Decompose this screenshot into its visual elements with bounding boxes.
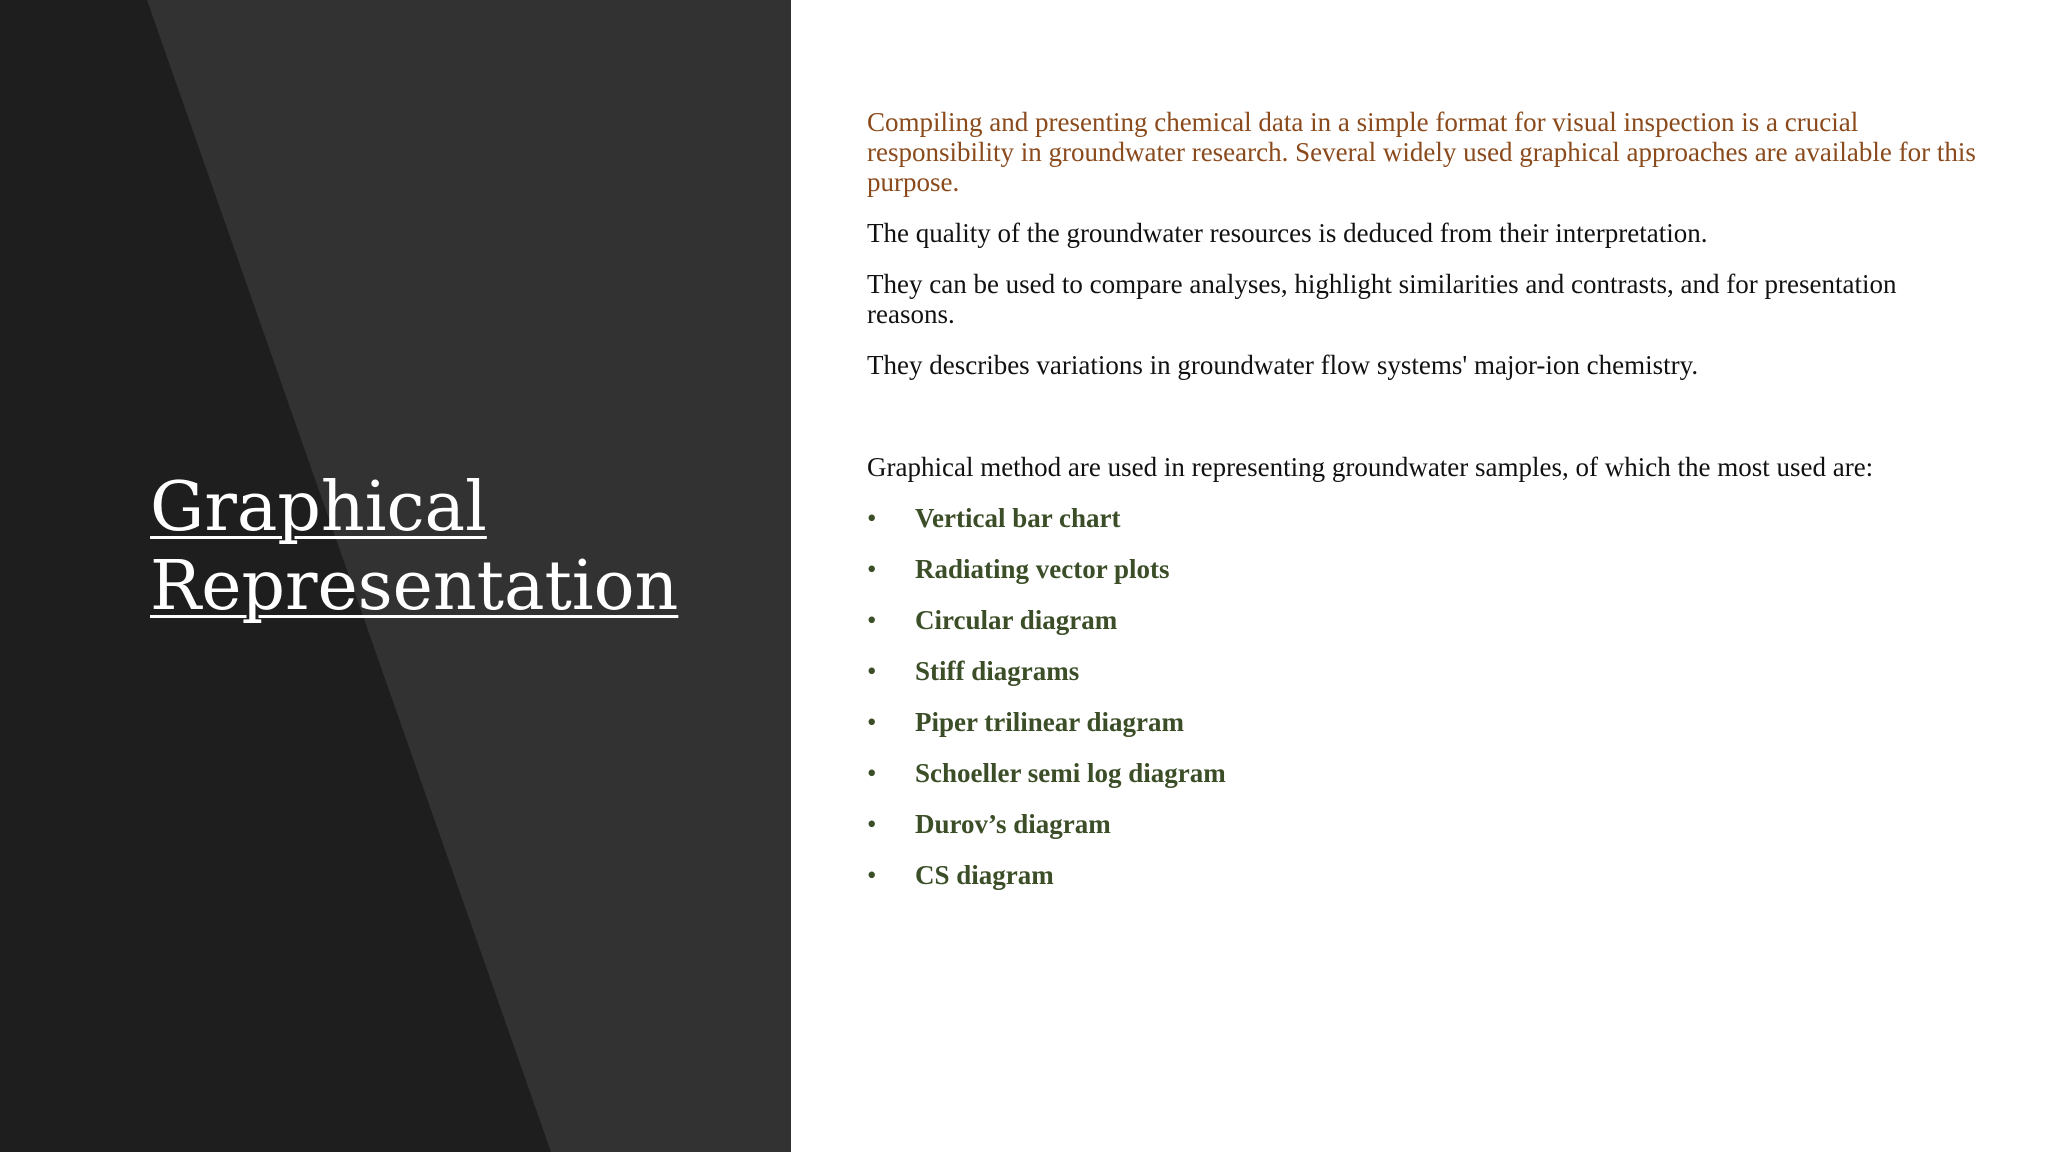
paragraph-variations: They describes variations in groundwater flow systems' major-ion chemistry.	[867, 350, 1699, 380]
paragraph-quality: The quality of the groundwater resources is deduced from their interpretation.	[867, 218, 1708, 248]
list-item-label: Durov’s diagram	[915, 809, 1111, 839]
list-item	[867, 554, 1977, 584]
list-item-label: Schoeller semi log diagram	[915, 758, 1226, 788]
list-item	[867, 605, 1977, 635]
list-item	[867, 860, 1977, 890]
list-item-label: Stiff diagrams	[915, 656, 1080, 686]
list-item-label: CS diagram	[915, 860, 1054, 890]
slide-title-line-2: Representation	[150, 547, 679, 626]
bullet-icon: •	[867, 554, 877, 584]
list-item	[867, 656, 1977, 686]
slide-title	[150, 468, 770, 626]
list-item	[867, 758, 1977, 788]
title-panel	[0, 0, 791, 1152]
bullet-icon: •	[867, 656, 877, 686]
bullet-icon: •	[867, 758, 877, 788]
list-item-label: Circular diagram	[915, 605, 1118, 635]
bullet-icon: •	[867, 707, 877, 737]
list-item-label: Piper trilinear diagram	[915, 707, 1184, 737]
slide-title-line-1: Graphical	[150, 468, 487, 547]
intro-paragraph: Compiling and presenting chemical data in a simple format for visual inspection is a crucial responsibility in groundwater research. Several widely used graphical approaches are available for this purpose.	[867, 107, 1976, 197]
bullet-icon: •	[867, 605, 877, 635]
list-item	[867, 707, 1977, 737]
bullet-icon: •	[867, 503, 877, 533]
content-area	[867, 107, 1977, 911]
paragraph-compare: They can be used to compare analyses, highlight similarities and contrasts, and for presentation reasons.	[867, 269, 1897, 329]
list-item-label: Vertical bar chart	[915, 503, 1121, 533]
method-list	[867, 503, 1977, 890]
bullet-icon: •	[867, 809, 877, 839]
list-intro-paragraph: Graphical method are used in representing groundwater samples, of which the most used are:	[867, 452, 1874, 482]
list-item	[867, 503, 1977, 533]
list-item	[867, 809, 1977, 839]
list-item-label: Radiating vector plots	[915, 554, 1170, 584]
bullet-icon: •	[867, 860, 877, 890]
